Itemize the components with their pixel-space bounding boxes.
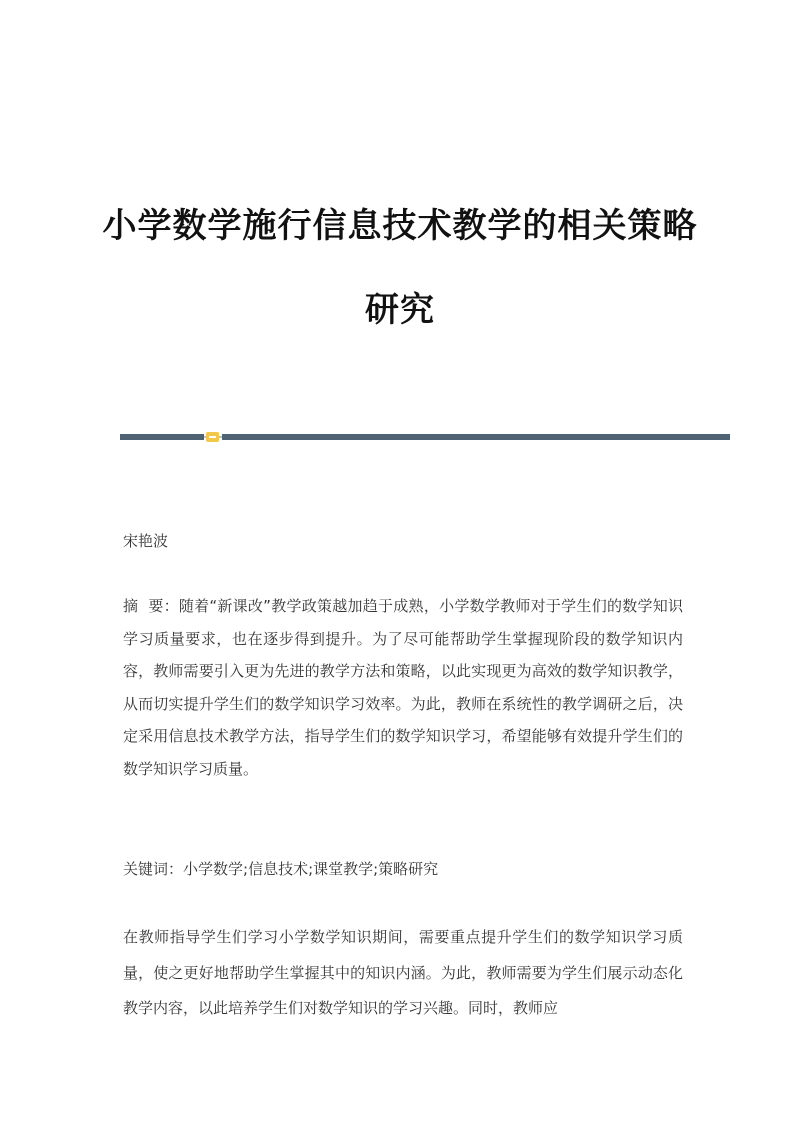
author-name: 宋艳波 <box>123 532 169 550</box>
abstract-label: 摘 要： <box>123 597 179 615</box>
document-title-line-1: 小学数学施行信息技术教学的相关策略 <box>102 206 698 246</box>
title-divider <box>120 432 730 442</box>
divider-bar-right <box>222 434 730 440</box>
abstract-text: 随着“新课改”教学政策越加趋于成熟，小学数学教师对于学生们的数学知识学习质量要求，也在逐步得到提升。为了尽可能帮助学生掌握现阶段的数学知识内容，教师需要引入更为先进的教学方法和策略，以此实现更为高效的数学知识教学，从而切实提升学生们的数学知识学习效率。为此，教师在系统性的教学调研之后，决定采用信息技术教学方法，指导学生们的数学知识学习，希望能够有效提升学生们的数学知识学习质量。 <box>123 597 683 778</box>
abstract-paragraph <box>123 590 683 785</box>
keywords-line <box>123 858 683 879</box>
body-paragraph: 在教师指导学生们学习小学数学知识期间，需要重点提升学生们的数学知识学习质量，使之更好地帮助学生掌握其中的知识内涵。为此，教师需要为学生们展示动态化教学内容，以此培养学生们对数学知识的学习兴趣。同时，教师应 <box>123 928 683 1017</box>
document-title-line-2: 研究 <box>365 290 435 330</box>
divider-bar-left <box>120 434 204 440</box>
keywords-text: 小学数学;信息技术;课堂教学;策略研究 <box>183 860 439 878</box>
divider-badge-icon <box>206 432 219 442</box>
keywords-label: 关键词： <box>123 860 184 878</box>
